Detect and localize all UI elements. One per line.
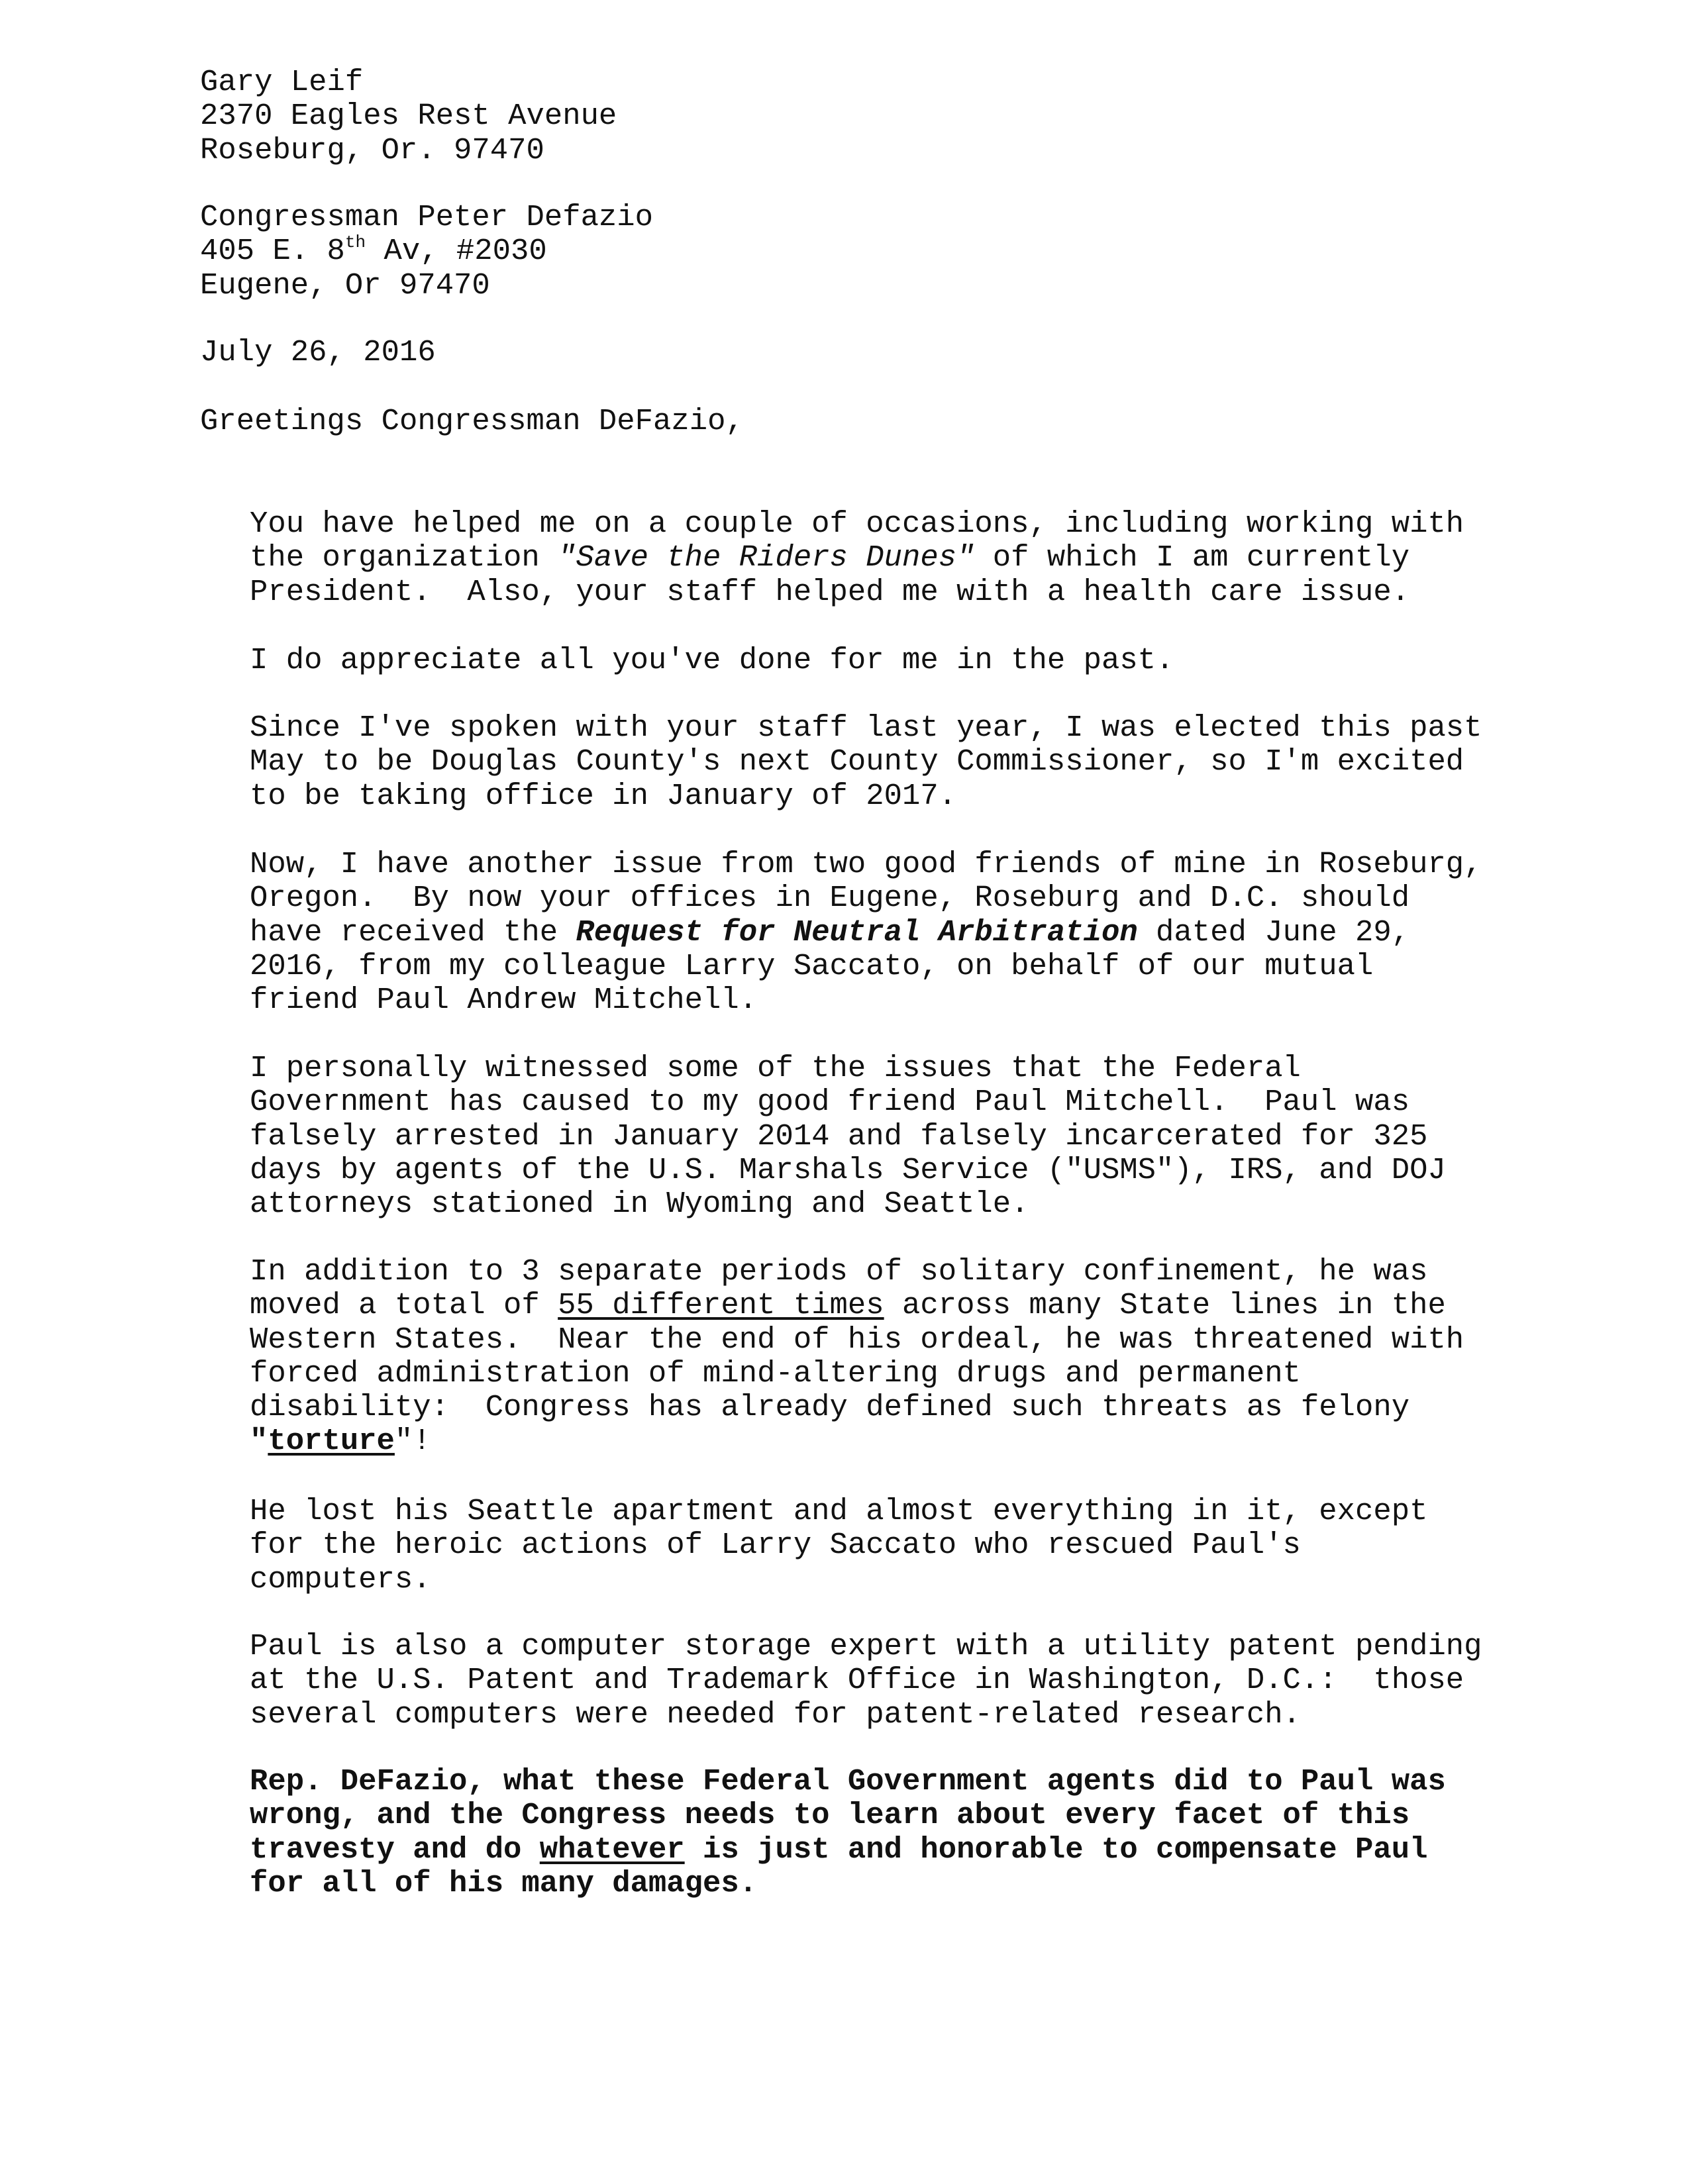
text-segment: th <box>344 232 366 253</box>
text-line <box>250 1630 1482 1663</box>
text-segment: 2016, from my colleague Larry Saccato, on behalf of our mutual <box>250 948 1374 983</box>
text-segment: travesty and do <box>250 1832 540 1867</box>
text-segment: Gary Leif <box>200 65 364 99</box>
text-line <box>250 1255 1464 1289</box>
text-line <box>200 234 653 268</box>
text-segment: 2370 Eagles Rest Avenue <box>200 99 617 134</box>
text-segment: Western States. Near the end of his ordeal, he was threatened with <box>250 1322 1464 1357</box>
text-line <box>250 848 1482 881</box>
text-segment: wrong, and the Congress needs to learn about every facet of this <box>250 1798 1410 1833</box>
text-segment: of which I am currently <box>974 540 1410 575</box>
text-segment: Roseburg, Or. 97470 <box>200 132 544 168</box>
text-segment: Government has caused to my good friend Paul Mitchell. Paul was <box>250 1085 1410 1120</box>
text-line <box>250 1424 1464 1458</box>
text-segment: disability: Congress has already defined such threats as felony <box>250 1390 1410 1425</box>
text-line <box>250 575 1464 609</box>
text-segment: Av, #2030 <box>366 234 547 269</box>
text-line <box>200 336 436 370</box>
text-line <box>200 201 653 234</box>
text-segment: dated June 29, <box>1137 915 1410 950</box>
text-line <box>250 1799 1446 1832</box>
paragraph <box>250 1630 1482 1732</box>
text-segment: friend Paul Andrew Mitchell. <box>250 983 758 1018</box>
text-segment: computers. <box>250 1562 431 1597</box>
text-line <box>250 1357 1464 1391</box>
text-segment: Congressman Peter Defazio <box>200 200 654 234</box>
text-line <box>250 1563 1427 1597</box>
paragraph <box>250 848 1482 1017</box>
text-segment: at the U.S. Patent and Trademark Office in Washington, D.C.: those <box>250 1663 1464 1698</box>
text-segment: the organization <box>250 540 558 575</box>
paragraph <box>250 1255 1464 1459</box>
paragraph <box>250 507 1464 609</box>
text-line <box>250 1187 1446 1221</box>
text-segment: across many State lines in the <box>884 1288 1446 1323</box>
text-segment: 55 different times <box>558 1288 884 1323</box>
closing-paragraph <box>250 1765 1446 1901</box>
text-segment: May to be Douglas County's next County Commissioner, so I'm excited <box>250 744 1464 779</box>
paragraph <box>250 644 1174 677</box>
text-segment: July 26, 2016 <box>200 335 436 370</box>
text-segment: 405 E. 8 <box>200 234 345 269</box>
text-segment: Rep. DeFazio, what these Federal Government agents did to Paul was <box>250 1764 1446 1799</box>
recipient-address <box>200 201 653 303</box>
text-segment: He lost his Seattle apartment and almost everything in it, except <box>250 1494 1428 1528</box>
text-line <box>250 1289 1464 1322</box>
text-segment: Greetings Congressman DeFazio, <box>200 404 744 438</box>
text-line <box>250 541 1464 575</box>
text-segment: Since I've spoken with your staff last year, I was elected this past <box>250 711 1482 745</box>
text-line <box>250 711 1482 745</box>
text-segment: for the heroic actions of Larry Saccato who rescued Paul's <box>250 1528 1301 1563</box>
text-segment: torture <box>268 1424 395 1459</box>
salutation <box>200 405 744 438</box>
sender-address <box>200 66 617 168</box>
text-segment: Oregon. By now your offices in Eugene, Roseburg and D.C. should <box>250 881 1410 916</box>
text-line <box>250 1698 1482 1732</box>
text-segment: I personally witnessed some of the issues that the Federal <box>250 1051 1301 1085</box>
text-line <box>250 983 1482 1017</box>
text-segment: Now, I have another issue from two good friends of mine in Roseburg, <box>250 847 1482 881</box>
text-segment: for all of his many damages. <box>250 1865 758 1901</box>
text-line <box>250 1528 1427 1562</box>
paragraph <box>250 711 1482 813</box>
text-line <box>250 507 1464 541</box>
text-segment: to be taking office in January of 2017. <box>250 778 957 813</box>
text-line <box>200 134 617 168</box>
text-line <box>250 779 1482 813</box>
text-line <box>250 1495 1427 1528</box>
text-segment: have received the <box>250 915 576 950</box>
text-segment: moved a total of <box>250 1288 558 1323</box>
text-line <box>250 1833 1446 1867</box>
text-segment: President. Also, your staff helped me with a health care issue. <box>250 574 1410 609</box>
text-line <box>250 1154 1446 1187</box>
text-line <box>200 66 617 99</box>
text-line <box>250 1323 1464 1357</box>
paragraph <box>250 1052 1446 1221</box>
text-line <box>250 1391 1464 1424</box>
text-segment: Request for Neutral Arbitration <box>576 915 1138 950</box>
text-segment: " <box>250 1424 268 1459</box>
text-segment: I do appreciate all you've done for me in the past. <box>250 643 1174 677</box>
text-segment: attorneys stationed in Wyoming and Seattle. <box>250 1187 1029 1222</box>
text-segment: "! <box>394 1424 431 1459</box>
text-segment: several computers were needed for patent-related research. <box>250 1697 1301 1732</box>
letter-date <box>200 336 436 370</box>
text-line <box>250 1120 1446 1154</box>
text-line <box>250 1867 1446 1901</box>
text-segment: forced administration of mind-altering drugs and permanent <box>250 1356 1301 1391</box>
text-segment: "Save the Riders Dunes" <box>558 540 975 575</box>
text-line <box>250 1663 1482 1697</box>
text-line <box>250 1052 1446 1085</box>
text-line <box>200 405 744 438</box>
text-line <box>200 269 653 303</box>
text-segment: Paul is also a computer storage expert with a utility patent pending <box>250 1629 1482 1663</box>
paragraph <box>250 1495 1427 1597</box>
text-line <box>250 916 1482 950</box>
text-line <box>250 881 1482 915</box>
text-segment: whatever <box>539 1832 685 1867</box>
text-line <box>200 99 617 133</box>
text-segment: falsely arrested in January 2014 and falsely incarcerated for 325 <box>250 1118 1428 1154</box>
text-line <box>250 644 1174 677</box>
text-line <box>250 950 1482 983</box>
text-segment: Eugene, Or 97470 <box>200 268 490 303</box>
text-segment: days by agents of the U.S. Marshals Service ("USMS"), IRS, and DOJ <box>250 1152 1446 1187</box>
text-line <box>250 1765 1446 1799</box>
text-segment: is just and honorable to compensate Paul <box>684 1832 1428 1867</box>
text-line <box>250 745 1482 779</box>
text-segment: You have helped me on a couple of occasions, including working with <box>250 507 1464 541</box>
text-segment: In addition to 3 separate periods of solitary confinement, he was <box>250 1254 1428 1289</box>
text-line <box>250 1085 1446 1119</box>
